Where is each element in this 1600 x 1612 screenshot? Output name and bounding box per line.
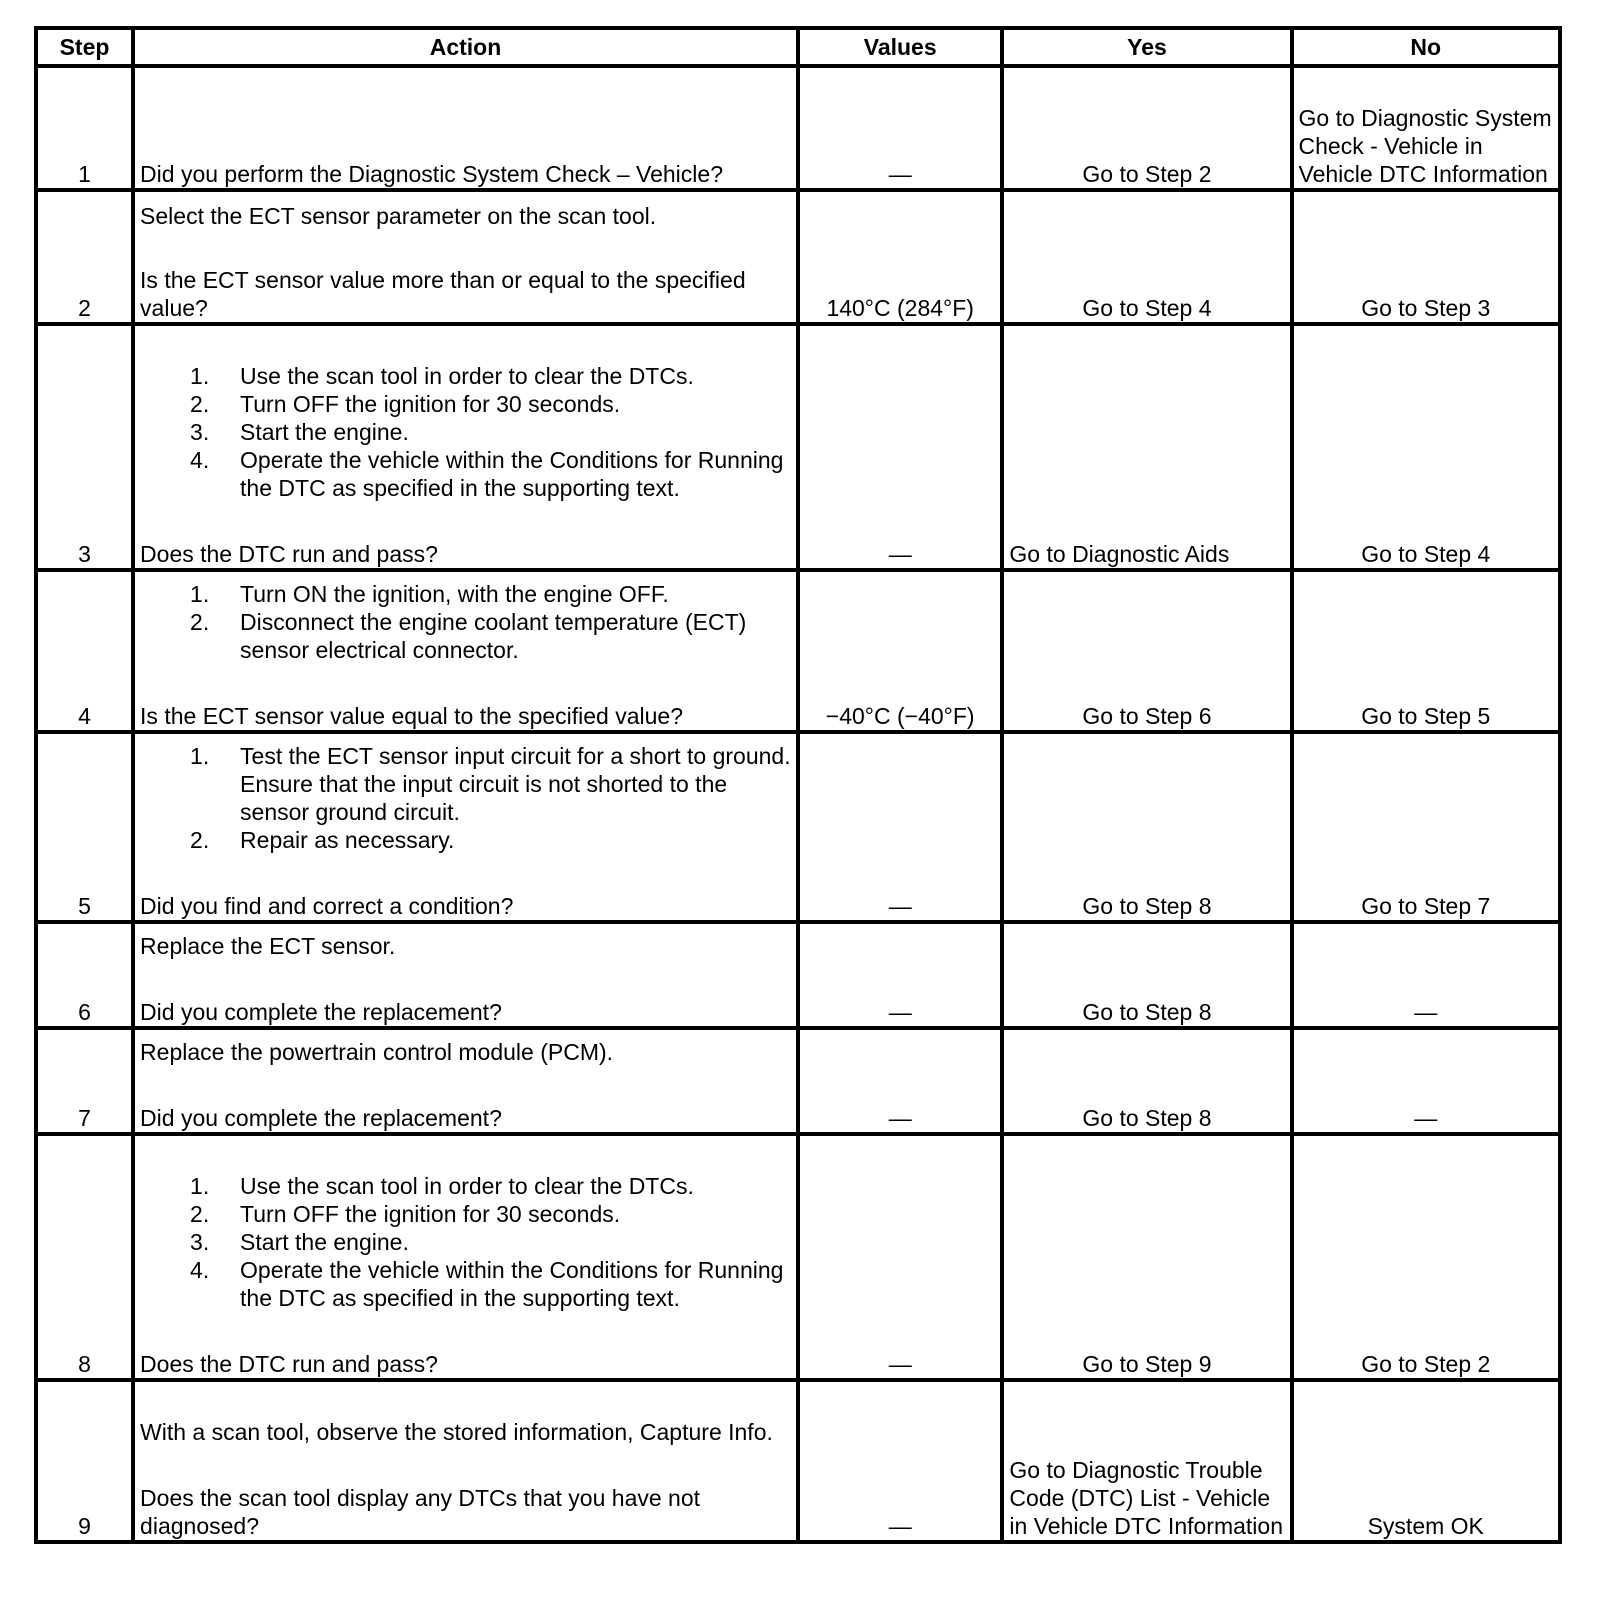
action-cell bbox=[133, 922, 798, 1028]
list-item-number: 4. bbox=[190, 447, 210, 473]
action-steps-list bbox=[140, 362, 791, 502]
step-number: 4 bbox=[36, 570, 133, 732]
action-text: Replace the ECT sensor. bbox=[140, 933, 396, 959]
list-item-text: Operate the vehicle within the Conditions for Running the DTC as specified in the supporting text. bbox=[240, 1257, 784, 1311]
action-steps-list bbox=[140, 1172, 791, 1312]
no-cell: System OK bbox=[1292, 1380, 1560, 1542]
header-values: Values bbox=[798, 28, 1002, 66]
yes-cell: Go to Step 8 bbox=[1002, 1028, 1291, 1134]
yes-cell: Go to Diagnostic Aids bbox=[1002, 324, 1291, 570]
list-item-text: Start the engine. bbox=[240, 419, 409, 445]
action-cell bbox=[133, 1134, 798, 1380]
action-question: Does the DTC run and pass? bbox=[140, 541, 438, 567]
action-question: Is the ECT sensor value equal to the specified value? bbox=[140, 703, 684, 729]
action-question: Did you complete the replacement? bbox=[140, 1105, 502, 1131]
list-item-number: 3. bbox=[190, 1229, 210, 1255]
step-number: 1 bbox=[36, 66, 133, 190]
header-no: No bbox=[1292, 28, 1560, 66]
values-cell: — bbox=[798, 66, 1002, 190]
list-item-text: Disconnect the engine coolant temperature (ECT) sensor electrical connector. bbox=[240, 609, 747, 663]
step-number: 5 bbox=[36, 732, 133, 922]
table-row bbox=[36, 570, 1560, 732]
no-cell: Go to Step 2 bbox=[1292, 1134, 1560, 1380]
list-item bbox=[140, 446, 791, 502]
table-row bbox=[36, 922, 1560, 1028]
action-text: Did you perform the Diagnostic System Check – Vehicle? bbox=[140, 161, 723, 187]
action-question: Did you find and correct a condition? bbox=[140, 893, 514, 919]
action-cell bbox=[133, 66, 798, 190]
values-cell: −40°C (−40°F) bbox=[798, 570, 1002, 732]
values-cell: 140°C (284°F) bbox=[798, 190, 1002, 324]
values-cell: — bbox=[798, 922, 1002, 1028]
no-cell: Go to Step 7 bbox=[1292, 732, 1560, 922]
list-item-number: 1. bbox=[190, 581, 210, 607]
list-item-text: Turn ON the ignition, with the engine OFF. bbox=[240, 581, 669, 607]
no-cell: Go to Diagnostic System Check - Vehicle in Vehicle DTC Information bbox=[1292, 66, 1560, 190]
values-cell: — bbox=[798, 1134, 1002, 1380]
action-question: Does the DTC run and pass? bbox=[140, 1351, 438, 1377]
yes-cell: Go to Step 8 bbox=[1002, 732, 1291, 922]
list-item bbox=[140, 608, 791, 664]
step-number: 9 bbox=[36, 1380, 133, 1542]
list-item-text: Start the engine. bbox=[240, 1229, 409, 1255]
action-cell bbox=[133, 1028, 798, 1134]
action-text: With a scan tool, observe the stored information, Capture Info. bbox=[140, 1419, 773, 1445]
list-item bbox=[140, 1200, 791, 1228]
action-question: Is the ECT sensor value more than or equal to the specified value? bbox=[140, 267, 746, 321]
list-item bbox=[140, 1228, 791, 1256]
table-row bbox=[36, 324, 1560, 570]
header-yes: Yes bbox=[1002, 28, 1291, 66]
no-cell: Go to Step 4 bbox=[1292, 324, 1560, 570]
diagnostic-table bbox=[34, 26, 1562, 1544]
no-cell: — bbox=[1292, 922, 1560, 1028]
list-item bbox=[140, 1172, 791, 1200]
values-cell: — bbox=[798, 732, 1002, 922]
list-item bbox=[140, 390, 791, 418]
list-item-number: 4. bbox=[190, 1257, 210, 1283]
action-cell bbox=[133, 324, 798, 570]
action-cell bbox=[133, 190, 798, 324]
table-row bbox=[36, 190, 1560, 324]
list-item-number: 1. bbox=[190, 743, 210, 769]
action-text: Replace the powertrain control module (PCM). bbox=[140, 1039, 614, 1065]
list-item-text: Turn OFF the ignition for 30 seconds. bbox=[240, 1201, 621, 1227]
step-number: 6 bbox=[36, 922, 133, 1028]
table-row bbox=[36, 732, 1560, 922]
action-question: Did you complete the replacement? bbox=[140, 999, 502, 1025]
yes-cell: Go to Step 8 bbox=[1002, 922, 1291, 1028]
header-step: Step bbox=[36, 28, 133, 66]
yes-cell: Go to Step 4 bbox=[1002, 190, 1291, 324]
step-number: 8 bbox=[36, 1134, 133, 1380]
table-row bbox=[36, 1380, 1560, 1542]
action-question: Does the scan tool display any DTCs that you have not diagnosed? bbox=[140, 1485, 701, 1539]
list-item-number: 2. bbox=[190, 609, 210, 635]
list-item-number: 2. bbox=[190, 1201, 210, 1227]
list-item-text: Operate the vehicle within the Conditions for Running the DTC as specified in the supporting text. bbox=[240, 447, 784, 501]
list-item bbox=[140, 742, 791, 826]
list-item-number: 3. bbox=[190, 419, 210, 445]
list-item-number: 2. bbox=[190, 827, 210, 853]
list-item-text: Turn OFF the ignition for 30 seconds. bbox=[240, 391, 621, 417]
action-cell bbox=[133, 1380, 798, 1542]
action-cell bbox=[133, 570, 798, 732]
step-number: 2 bbox=[36, 190, 133, 324]
list-item bbox=[140, 362, 791, 390]
yes-cell: Go to Diagnostic Trouble Code (DTC) List - Vehicle in Vehicle DTC Information bbox=[1002, 1380, 1291, 1542]
list-item-text: Use the scan tool in order to clear the DTCs. bbox=[240, 1173, 694, 1199]
list-item-number: 1. bbox=[190, 1173, 210, 1199]
table-row bbox=[36, 1134, 1560, 1380]
no-cell: Go to Step 3 bbox=[1292, 190, 1560, 324]
step-number: 7 bbox=[36, 1028, 133, 1134]
yes-cell: Go to Step 2 bbox=[1002, 66, 1291, 190]
list-item bbox=[140, 580, 791, 608]
action-text: Select the ECT sensor parameter on the scan tool. bbox=[140, 203, 657, 229]
no-cell: — bbox=[1292, 1028, 1560, 1134]
list-item bbox=[140, 418, 791, 446]
action-steps-list bbox=[140, 580, 791, 664]
list-item bbox=[140, 826, 791, 854]
values-cell: — bbox=[798, 1380, 1002, 1542]
list-item-text: Test the ECT sensor input circuit for a short to ground. Ensure that the input circuit is not shorted to the sensor ground circuit. bbox=[240, 743, 791, 825]
yes-cell: Go to Step 6 bbox=[1002, 570, 1291, 732]
no-cell: Go to Step 5 bbox=[1292, 570, 1560, 732]
list-item-number: 2. bbox=[190, 391, 210, 417]
list-item-text: Use the scan tool in order to clear the DTCs. bbox=[240, 363, 694, 389]
list-item bbox=[140, 1256, 791, 1312]
header-action: Action bbox=[133, 28, 798, 66]
table-row bbox=[36, 66, 1560, 190]
yes-cell: Go to Step 9 bbox=[1002, 1134, 1291, 1380]
values-cell: — bbox=[798, 324, 1002, 570]
list-item-text: Repair as necessary. bbox=[240, 827, 455, 853]
table-row bbox=[36, 1028, 1560, 1134]
action-cell bbox=[133, 732, 798, 922]
list-item-number: 1. bbox=[190, 363, 210, 389]
values-cell: — bbox=[798, 1028, 1002, 1134]
header-row bbox=[36, 28, 1560, 66]
step-number: 3 bbox=[36, 324, 133, 570]
action-steps-list bbox=[140, 742, 791, 854]
